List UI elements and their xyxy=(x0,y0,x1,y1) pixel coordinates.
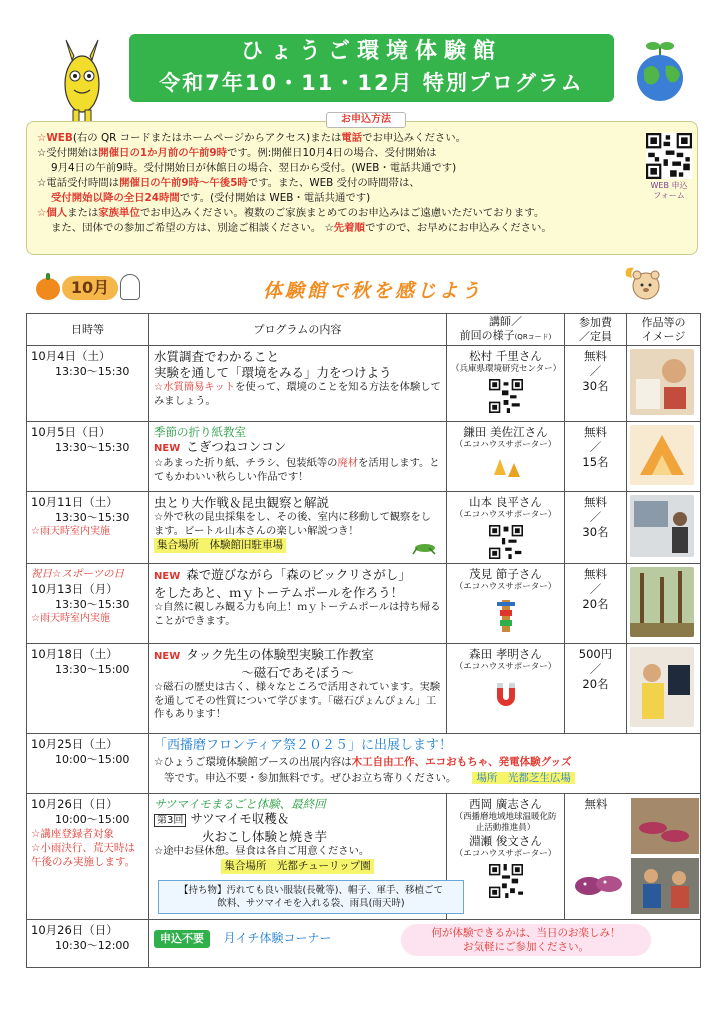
instructor-cell xyxy=(447,564,565,644)
date-cell xyxy=(27,794,149,920)
meeting-place: 集合場所 体験館旧駐車場 xyxy=(154,538,286,553)
col-header-date: 日時等 xyxy=(27,314,149,346)
fee-cell xyxy=(565,564,627,644)
fee: 無料 xyxy=(584,495,607,509)
table-row xyxy=(27,422,701,492)
program-desc: ☆水質簡易キットを使って、環境のことを知る方法を体験してみましょう。 xyxy=(154,381,441,407)
fee: 無料 xyxy=(584,425,607,439)
table-header-row xyxy=(27,314,701,346)
program-title: 月イチ体験コーナー xyxy=(223,931,332,945)
col-header-instructor: 講師／ 前回の様子(QRコード) xyxy=(447,314,565,346)
instructor-org: （エコハウスサポーター） xyxy=(454,582,557,592)
instructor-name: 西岡 廣志さん xyxy=(469,797,542,811)
apply-line: ☆電話受付時間は開催日の午前9時〜午後5時です。また、WEB 受付の時間帯は、 xyxy=(37,177,420,189)
fee-separator: ／ xyxy=(589,582,602,596)
event-time: 10:00〜15:00 xyxy=(55,753,130,766)
instructor-name: 鎌田 美佐江さん xyxy=(463,425,548,439)
sweet-potato-photo xyxy=(631,798,699,854)
meeting-place-wrap xyxy=(154,859,441,874)
apply-line: ☆受付開始は開催日の1か月前の午前9時です。例:開催日10月4日の場合、受付開始は xyxy=(37,147,437,159)
program-kicker: 季節の折り紙教室 xyxy=(154,425,246,439)
event-time: 13:30〜15:30 xyxy=(55,365,130,378)
image-cell xyxy=(627,564,701,644)
event-date: 10月5日（日） xyxy=(31,425,111,439)
instructor-org-2: （エコハウスサポーター） xyxy=(454,849,557,859)
event-time: 13:30〜15:30 xyxy=(55,511,130,524)
qr-code[interactable] xyxy=(489,379,523,413)
page-title: ひょうご環境体験館 xyxy=(240,39,502,64)
event-date: 10月13日（月） xyxy=(31,582,118,596)
instructor-cell xyxy=(447,492,565,564)
campfire-photo xyxy=(631,858,699,914)
autumn-leaves-icon xyxy=(486,455,526,479)
globe-sprout-icon xyxy=(628,38,692,102)
sweet-potato-character-icon xyxy=(571,866,627,902)
capacity: 30名 xyxy=(582,379,609,393)
instructor-name: 森田 孝明さん xyxy=(469,647,542,661)
holiday-label: 祝日☆スポーツの日 xyxy=(31,568,124,580)
magnet-icon xyxy=(491,679,521,709)
fee-separator: ／ xyxy=(589,440,602,454)
instructor-cell xyxy=(447,346,565,422)
event-date: 10月26日（日） xyxy=(31,923,118,937)
program-title: NEW タック先生の体験型実験工作教室 xyxy=(154,647,374,662)
program-title: 虫とり大作戦＆昆虫観察と解説 xyxy=(154,495,330,510)
pumpkin-icon xyxy=(36,278,60,300)
program-desc: ☆あまった折り紙、チラシ、包装紙等の廃材を活用します。とてもかわいい秋らしい作品です！ xyxy=(154,457,440,483)
instructor-org: （エコハウスサポーター） xyxy=(454,510,557,520)
table-row xyxy=(27,564,701,644)
apply-method-label: お申込方法 xyxy=(326,112,406,128)
event-date: 10月18日（土） xyxy=(31,647,118,661)
capacity: 20名 xyxy=(582,597,609,611)
image-cell xyxy=(627,346,701,422)
program-cell xyxy=(149,920,701,968)
image-cell xyxy=(627,492,701,564)
month-label: 10月 xyxy=(62,276,118,300)
event-note: ☆雨天時室内実施 xyxy=(31,526,110,537)
program-kicker: サツマイモまるごと体験、最終回 xyxy=(154,797,326,811)
insect-lecture-photo xyxy=(630,495,694,557)
date-cell xyxy=(27,346,149,422)
program-title: NEW こぎつねコンコン xyxy=(154,439,287,454)
fee-separator: ／ xyxy=(589,364,602,378)
fee: 500円 xyxy=(578,647,613,661)
fee: 無料 xyxy=(584,797,608,811)
ghost-icon xyxy=(120,274,140,300)
apply-line: 9月4日の午前9時。受付開始日が休館日の場合、翌日から受付。(WEB・電話共通です) xyxy=(51,162,457,174)
program-table xyxy=(26,313,701,968)
apply-info-box xyxy=(26,121,698,255)
date-cell xyxy=(27,564,149,644)
festival-title: 「西播磨フロンティア祭２０２５」に出展します！ xyxy=(154,738,452,753)
apply-line: ☆個人または家族単位でお申込みください。複数のご家族まとめてのお申込みはご遠慮いただいております。 xyxy=(37,207,545,219)
origami-fox-photo xyxy=(630,425,694,485)
table-row xyxy=(27,794,701,920)
apply-line: 受付開始以降の全日24時間です。(受付開始は WEB・電話共通です) xyxy=(51,192,371,204)
fee-cell xyxy=(565,492,627,564)
grasshopper-icon xyxy=(411,538,439,556)
program-title-sub: 火おこし体験と焼き芋 xyxy=(202,829,328,844)
meeting-place: 集合場所 光都チューリップ園 xyxy=(221,859,373,874)
program-title: NEW 森で遊びながら「森のビックリさがし」 xyxy=(154,567,411,582)
event-date: 10月26日（日） xyxy=(31,797,118,811)
table-row xyxy=(27,492,701,564)
water-test-photo xyxy=(630,349,694,415)
fee: 無料 xyxy=(584,567,607,581)
fee: 無料 xyxy=(584,349,607,363)
instructor-org: （兵庫県環境研究センター） xyxy=(451,364,562,374)
instructor-org: （エコハウスサポーター） xyxy=(454,440,557,450)
program-desc: ☆外で秋の昆虫採集をし、その後、室内に移動して観察をします。ビートル山本さんの楽しい解説つき！ xyxy=(154,511,431,537)
table-row xyxy=(27,346,701,422)
program-cell xyxy=(149,492,447,564)
event-date: 10月11日（土） xyxy=(31,495,118,509)
program-desc: ☆磁石の歴史は古く、様々なところで活用されています。実験を通してその性質について学びます。「磁石ぴょんぴょん」工作もあります！ xyxy=(154,681,441,720)
page-subtitle: 令和7年10・11・12月 特別プログラム xyxy=(159,71,584,95)
program-cell xyxy=(149,794,447,920)
event-date: 10月25日（土） xyxy=(31,737,118,751)
instructor-org: （エコハウスサポーター） xyxy=(454,662,557,672)
instructor-org: （西播磨地域地球温暖化防止活動推進員） xyxy=(454,812,557,833)
instructor-name-2: 淵瀬 俊文さん xyxy=(469,834,542,848)
section-title: 体験館で秋を感じよう xyxy=(262,280,483,302)
instructor-name: 松村 千里さん xyxy=(469,349,542,363)
no-registration-badge: 申込不要 xyxy=(154,930,210,948)
date-cell xyxy=(27,920,149,968)
program-desc-2: 等です。申込不要・参加無料です。ぜひお立ち寄りください。 場所 光都芝生広場 xyxy=(154,770,695,786)
event-time: 13:30〜15:30 xyxy=(55,598,130,611)
fee-cell xyxy=(565,794,701,920)
program-desc: ☆ひょうご環境体験館ブースの出展内容は木工自由工作、エコおもちゃ、発電体験グッズ xyxy=(154,756,572,768)
instructor-cell xyxy=(447,644,565,734)
col-header-program: プログラムの内容 xyxy=(149,314,447,346)
program-cell xyxy=(149,564,447,644)
program-cell xyxy=(149,644,447,734)
instructor-cell xyxy=(447,422,565,492)
table-row xyxy=(27,644,701,734)
apply-line: ☆WEB(右の QR コードまたはホームページからアクセス)または電話でお申込みください。 xyxy=(37,132,467,144)
qr-code[interactable] xyxy=(489,864,523,898)
event-time: 10:30〜12:00 xyxy=(55,939,130,952)
program-cell xyxy=(149,346,447,422)
event-date: 10月4日（土） xyxy=(31,349,111,363)
venue-label: 場所 光都芝生広場 xyxy=(472,772,575,784)
title-banner xyxy=(129,34,614,102)
month-badge xyxy=(36,270,140,304)
program-desc: ☆自然に親しみ観る力も向上！ｍｙトーテムポールは持ち帰ることができます。 xyxy=(154,601,441,627)
event-time: 10:00〜15:00 xyxy=(55,813,130,826)
program-title: 水質調査でわかること xyxy=(154,349,280,364)
totem-pole-icon xyxy=(495,596,517,632)
table-row xyxy=(27,920,701,968)
date-cell xyxy=(27,492,149,564)
info-bubble: 何が体験できるかは、当日のお楽しみ！ お気軽にご参加ください。 xyxy=(401,924,651,956)
date-cell xyxy=(27,422,149,492)
fee-cell xyxy=(565,346,627,422)
program-desc: ☆途中お昼休憩。昼食は各自ご用意ください。 xyxy=(154,845,370,857)
mascot-character-icon xyxy=(52,38,112,128)
apply-line: また、団体での参加ご希望の方は、別途ご相談ください。 ☆先着順ですので、お早めにお申込みください。 xyxy=(51,222,552,234)
program-title-sub: をしたあと、ｍｙトーテムポールを作ろう！ xyxy=(154,585,404,600)
qr-label: WEB 申込 フォーム xyxy=(650,181,688,200)
col-header-image: 作品等の イメージ xyxy=(627,314,701,346)
capacity: 30名 xyxy=(582,525,609,539)
program-title-sub: 実験を通して「環境をみる」力をつけよう xyxy=(154,365,392,380)
fee-separator: ／ xyxy=(589,662,602,676)
forest-photo xyxy=(630,567,694,637)
event-time: 13:30〜15:00 xyxy=(55,663,130,676)
program-title: 第3回 サツマイモ収穫＆ xyxy=(154,811,441,829)
qr-code[interactable] xyxy=(489,525,523,559)
instructor-name: 山本 良平さん xyxy=(469,495,542,509)
teacher-photo xyxy=(630,647,694,727)
capacity: 15名 xyxy=(582,455,609,469)
bring-items: 【持ち物】汚れても良い服装(長靴等)、帽子、軍手、移植ごて 飲料、サツマイモを入れる袋、雨具(雨天時) xyxy=(158,880,464,914)
instructor-cell xyxy=(447,794,565,920)
capacity: 20名 xyxy=(582,677,609,691)
table-row xyxy=(27,734,701,794)
program-title-sub: 〜磁石であそぼう〜 xyxy=(241,665,354,680)
image-cell xyxy=(627,644,701,734)
fee-cell xyxy=(565,422,627,492)
date-cell xyxy=(27,644,149,734)
image-cell xyxy=(627,422,701,492)
event-time: 13:30〜15:30 xyxy=(55,441,130,454)
fee-separator: ／ xyxy=(589,510,602,524)
bear-leaf-icon xyxy=(620,262,664,306)
fee-cell xyxy=(565,644,627,734)
event-note: ☆講座登録者対象 ☆小雨決行、荒天時は午後のみ実施します。 xyxy=(31,828,136,868)
web-form-qr-code[interactable] xyxy=(646,133,692,179)
program-cell xyxy=(149,734,701,794)
col-header-fee: 参加費 ／定員 xyxy=(565,314,627,346)
date-cell xyxy=(27,734,149,794)
instructor-name: 茂見 節子さん xyxy=(469,567,542,581)
event-note: ☆雨天時室内実施 xyxy=(31,613,110,624)
program-cell xyxy=(149,422,447,492)
